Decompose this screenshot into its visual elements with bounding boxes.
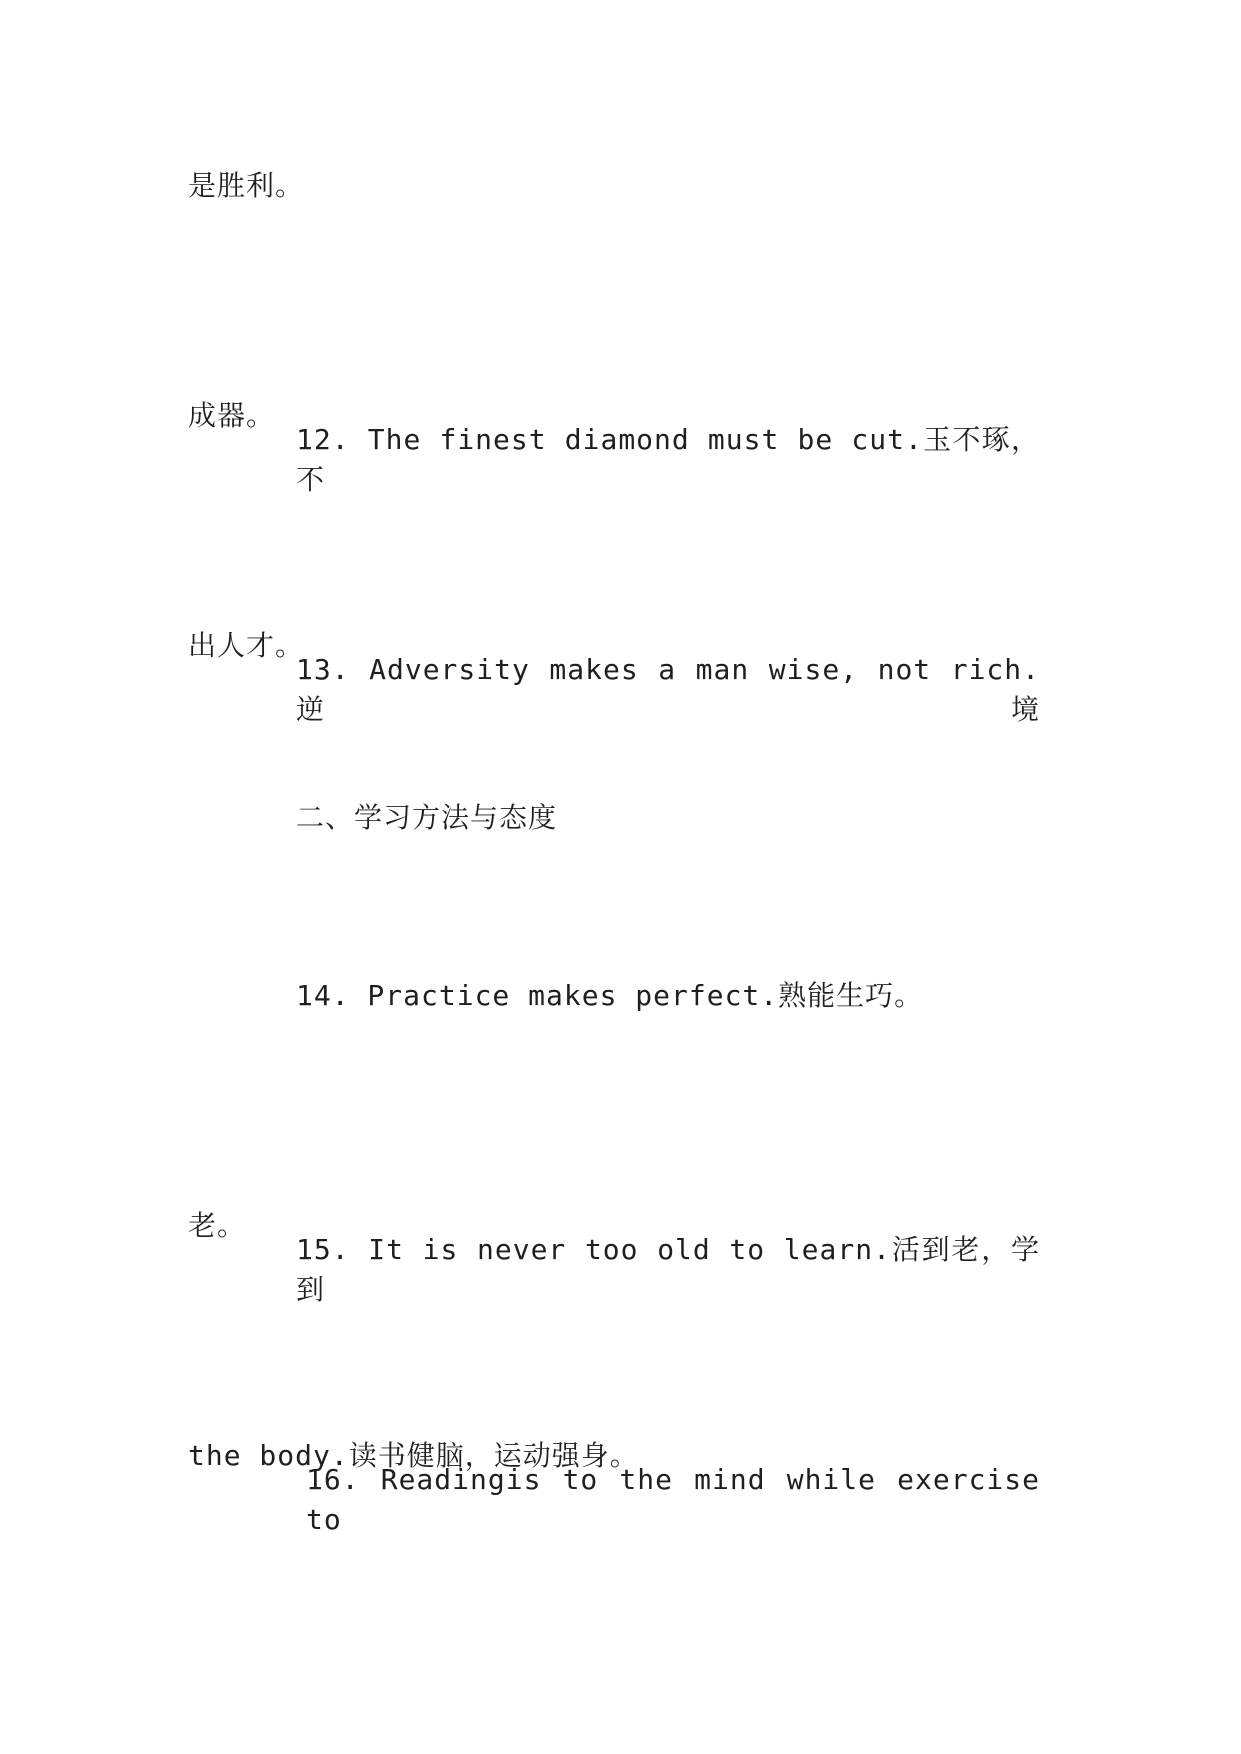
paragraph-12-text: 12. The finest diamond must be cut.玉不琢，不: [296, 423, 1040, 496]
paragraph-16-text: 16. Readingis to the mind while exercise to: [306, 1463, 1040, 1536]
paragraph-13-line-2: 出人才。: [188, 629, 305, 662]
paragraph-15-text: 15. It is never too old to learn.活到老，学到: [296, 1233, 1040, 1306]
paragraph-16-line-2: the body.读书健脑，运动强身。: [188, 1439, 639, 1472]
paragraph-15-line-2: 老。: [188, 1209, 247, 1242]
paragraph-15-line-1: [296, 1150, 1040, 1390]
paragraph-14: 14. Practice makes perfect.熟能生巧。: [296, 979, 924, 1012]
paragraph-13-line-1: [296, 570, 1040, 810]
section-heading: 二、学习方法与态度: [296, 801, 558, 834]
paragraph-11-continuation: 是胜利。: [188, 169, 305, 202]
paragraph-16-line-1: [306, 1380, 1040, 1620]
paragraph-12-line-2: 成器。: [188, 399, 276, 432]
paragraph-12-line-1: [296, 340, 1040, 580]
paragraph-13-text: 13. Adversity makes a man wise, not rich.逆境: [296, 653, 1040, 726]
